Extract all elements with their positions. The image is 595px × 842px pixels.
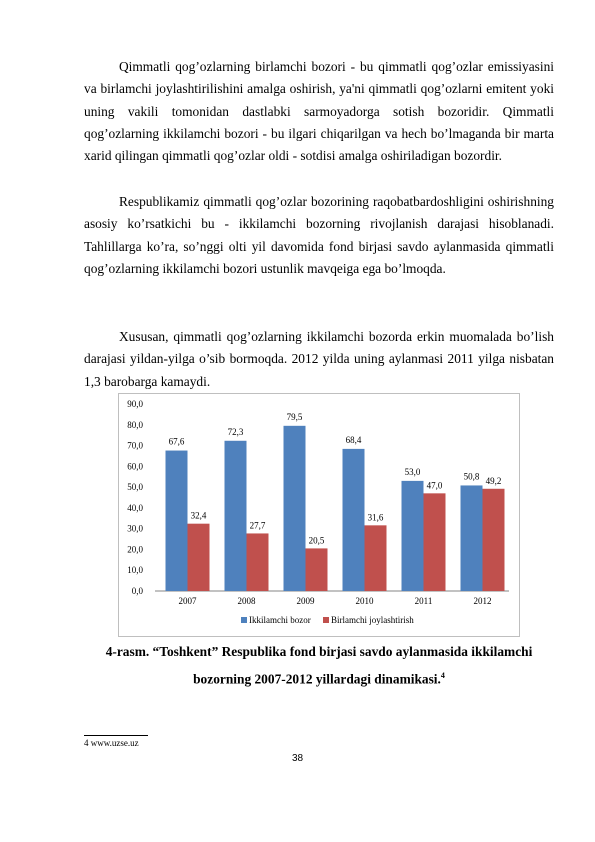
data-label: 27,7 (249, 520, 266, 531)
footnote-divider (84, 735, 148, 736)
y-tick-label: 60,0 (127, 461, 143, 472)
bar-birlamchi (424, 493, 446, 591)
legend-label: Birlamchi joylashtirish (331, 615, 414, 625)
data-label: 68,4 (345, 434, 362, 445)
page-number: 38 (291, 753, 304, 764)
paragraph-1: Qimmatli qog’ozlarning birlamchi bozori - bu qimmatli qog’ozlar emissiyasini va birlamchi joylashtirilishini amalga oshirish, ya'ni qimmatli qog’ozlarni emitent yoki uning vakili tomonidan dastlabki sarmoyadorga sotish bozoridir. Qimmatli qog’ozlarning ikkilamchi bozori - bu ilgari chiqarilgan va hech bo’lmaganda bir marta xarid qilingan qimmatli qog’ozlar oldi - sotdisi amalga oshiriladigan bozordir. (84, 59, 554, 164)
figure-caption-line-1: 4-rasm. “Toshkent” Respublika fond birjasi savdo aylanmasida ikkilamchi (105, 644, 533, 659)
y-tick-label: 50,0 (127, 482, 143, 493)
bar-birlamchi (365, 525, 387, 591)
figure-caption-line-2 (84, 665, 554, 690)
data-label: 31,6 (367, 512, 384, 523)
y-tick-label: 30,0 (127, 523, 143, 534)
data-label: 50,8 (463, 471, 480, 482)
data-label: 67,6 (168, 436, 185, 447)
x-tick-label: 2008 (237, 596, 256, 606)
figure-caption-text: bozorning 2007-2012 yillardagi dinamikasi. (193, 671, 441, 687)
y-tick-label: 0,0 (131, 586, 143, 596)
legend-label: Ikkilamchi bozor (249, 615, 311, 625)
x-tick-label: 2009 (296, 596, 315, 606)
data-label: 32,4 (190, 510, 207, 521)
legend-swatch (323, 617, 329, 623)
paragraph-3: Xususan, qimmatli qog’ozlarning ikkilamchi bozorda erkin muomalada bo’lish darajasi yildan-yilga o’sib bormoqda. 2012 yilda uning aylanmasi 2011 yilga nisbatan 1,3 barobarga kamaydi. (84, 329, 554, 389)
x-tick-label: 2012 (473, 596, 492, 606)
bar-ikkilamchi (461, 485, 483, 591)
y-tick-label: 10,0 (127, 565, 143, 576)
paragraph-2: Respublikamiz qimmatli qog’ozlar bozorining raqobatbardoshligini oshirishning asosiy ko’rsatkichi bu - ikkilamchi bozorning rivojlanish darajasi hisoblanadi. Tahlillarga ko’ra, so’nggi olti yil davomida fond birjasi savdo aylanmasida qimmatli qog’ozlarning ikkilamchi bozori ustunlik mavqeiga ega bo’lmoqda. (84, 194, 554, 276)
y-tick-label: 80,0 (127, 419, 143, 430)
y-tick-label: 90,0 (127, 399, 143, 409)
footnote-reference: 4 (440, 671, 445, 680)
data-label: 49,2 (485, 475, 502, 486)
y-tick-label: 40,0 (127, 502, 143, 513)
bar-ikkilamchi (225, 441, 247, 591)
y-tick-label: 20,0 (127, 544, 143, 555)
chart-svg (119, 394, 519, 636)
legend-swatch (241, 617, 247, 623)
bar-ikkilamchi (343, 449, 365, 591)
bar-ikkilamchi (166, 451, 188, 591)
x-tick-label: 2007 (178, 596, 197, 606)
bar-birlamchi (483, 489, 505, 591)
bar-ikkilamchi (284, 426, 306, 591)
bar-ikkilamchi (402, 481, 424, 591)
data-label: 53,0 (404, 466, 421, 477)
x-tick-label: 2010 (355, 596, 374, 606)
data-label: 72,3 (227, 426, 244, 437)
data-label: 20,5 (308, 535, 325, 546)
bar-chart (118, 393, 520, 637)
bar-birlamchi (188, 524, 210, 591)
bar-birlamchi (306, 548, 328, 591)
data-label: 47,0 (426, 480, 443, 491)
y-tick-label: 70,0 (127, 440, 143, 451)
x-tick-label: 2011 (414, 596, 433, 606)
data-label: 79,5 (286, 411, 303, 422)
bar-birlamchi (247, 533, 269, 591)
footnote: 4 www.uzse.uz (84, 738, 139, 748)
